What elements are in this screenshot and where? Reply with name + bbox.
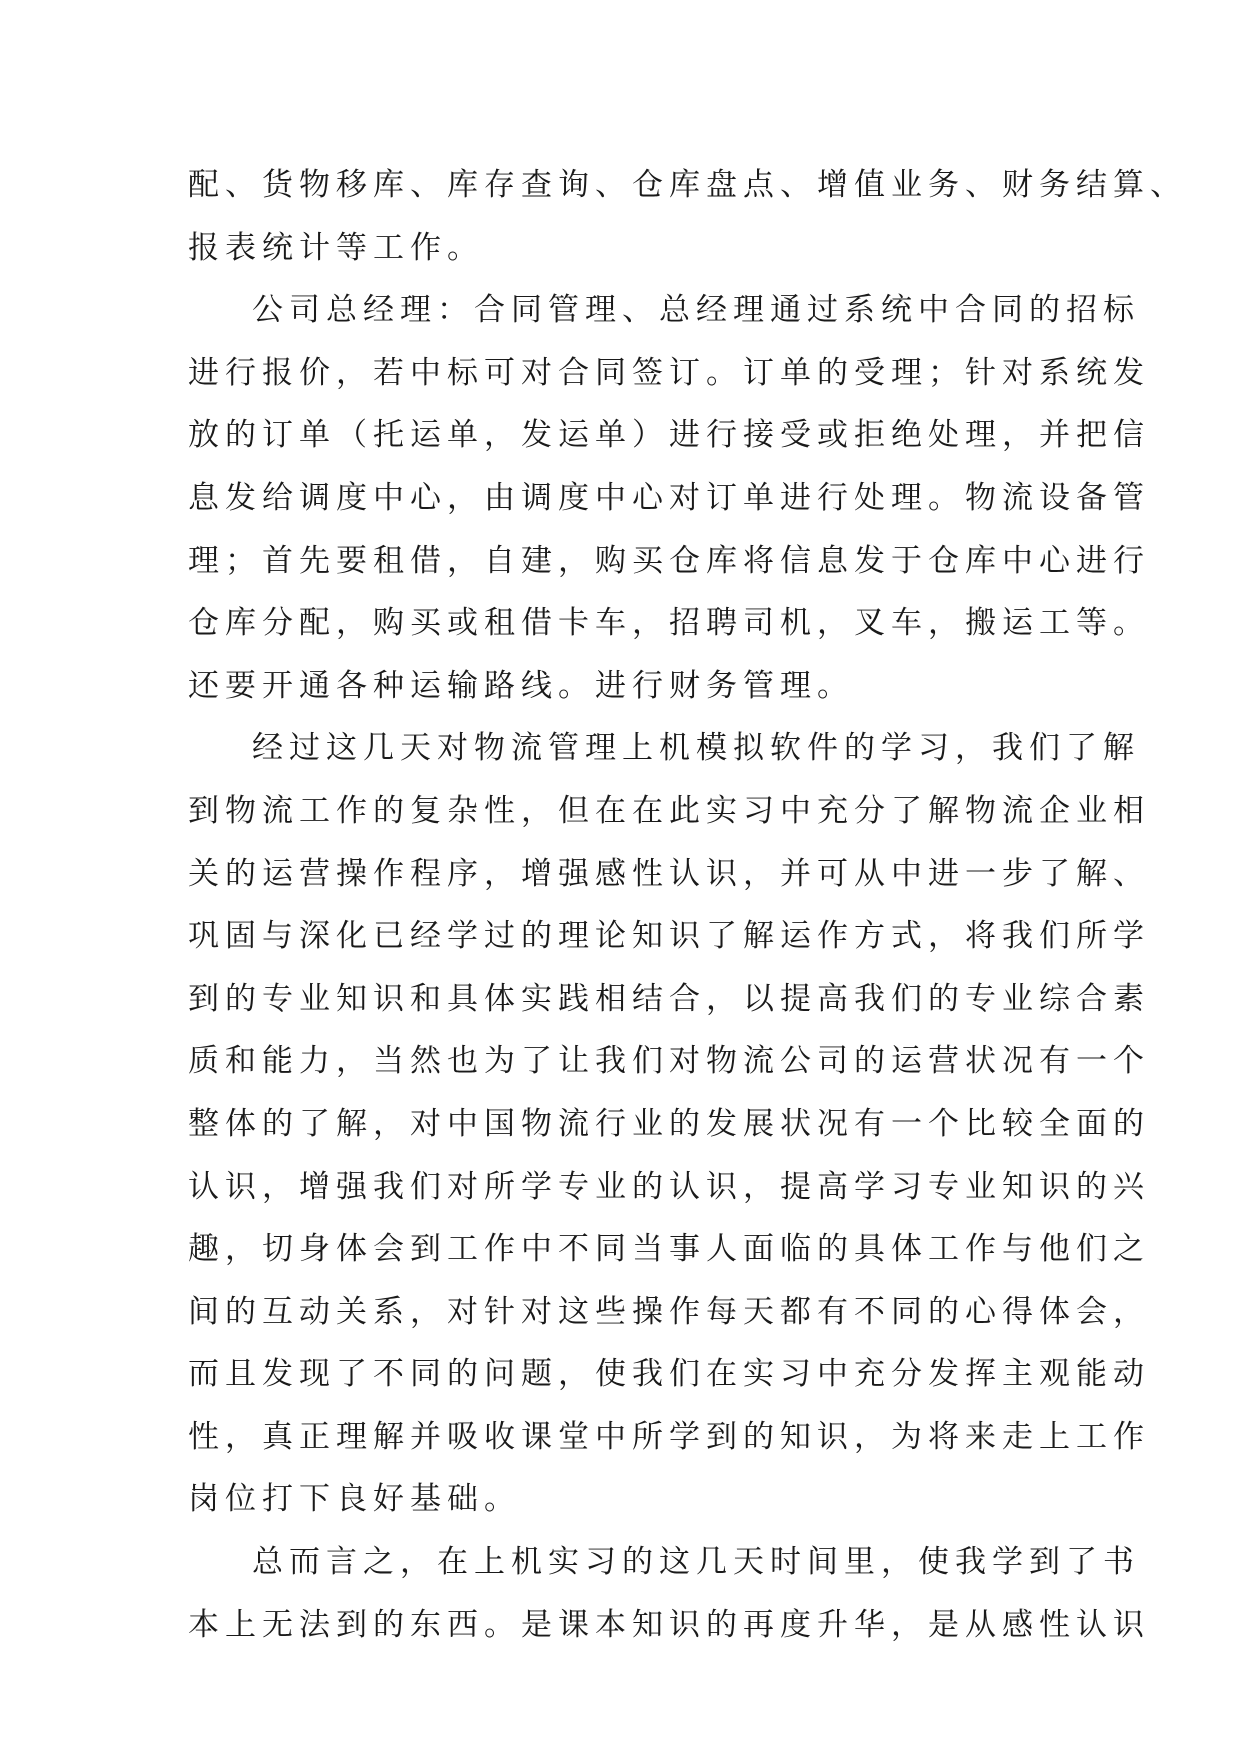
text-line: 息发给调度中心，由调度中心对订单进行处理。物流设备管	[188, 479, 1150, 516]
text-line: 还要开通各种运输路线。进行财务管理。	[188, 667, 854, 704]
text-line: 本上无法到的东西。是课本知识的再度升华，是从感性认识	[188, 1606, 1150, 1643]
text-line: 关的运营操作程序，增强感性认识，并可从中进一步了解、	[188, 855, 1150, 892]
text-line: 放的订单（托运单，发运单）进行接受或拒绝处理，并把信	[188, 417, 1150, 454]
text-line: 而且发现了不同的问题，使我们在实习中充分发挥主观能动	[188, 1356, 1150, 1393]
text-line: 进行报价，若中标可对合同签订。订单的受理；针对系统发	[188, 354, 1150, 391]
text-line: 理；首先要租借，自建，购买仓库将信息发于仓库中心进行	[188, 542, 1150, 579]
paragraph-start-line: 经过这几天对物流管理上机模拟软件的学习，我们了解	[252, 730, 1140, 767]
paragraph-start-line: 公司总经理：合同管理、总经理通过系统中合同的招标	[252, 292, 1140, 329]
text-line: 质和能力，当然也为了让我们对物流公司的运营状况有一个	[188, 1043, 1150, 1080]
text-line: 巩固与深化已经学过的理论知识了解运作方式，将我们所学	[188, 918, 1150, 955]
text-line: 到物流工作的复杂性，但在在此实习中充分了解物流企业相	[188, 792, 1150, 829]
paragraph-start-line: 总而言之，在上机实习的这几天时间里，使我学到了书	[252, 1544, 1140, 1581]
text-line: 岗位打下良好基础。	[188, 1481, 521, 1518]
text-line: 配、货物移库、库存查询、仓库盘点、增值业务、财务结算、	[188, 167, 1187, 203]
text-line: 到的专业知识和具体实践相结合，以提高我们的专业综合素	[188, 980, 1150, 1017]
text-line: 性，真正理解并吸收课堂中所学到的知识，为将来走上工作	[188, 1418, 1150, 1455]
body-text	[188, 154, 1187, 1656]
text-line: 仓库分配，购买或租借卡车，招聘司机，叉车，搬运工等。	[188, 605, 1150, 642]
text-line: 整体的了解，对中国物流行业的发展状况有一个比较全面的	[188, 1105, 1150, 1142]
text-line: 趣，切身体会到工作中不同当事人面临的具体工作与他们之	[188, 1231, 1150, 1268]
text-line: 报表统计等工作。	[188, 229, 484, 266]
text-line: 认识，增强我们对所学专业的认识，提高学习专业知识的兴	[188, 1168, 1150, 1205]
text-line: 间的互动关系，对针对这些操作每天都有不同的心得体会，	[188, 1293, 1150, 1330]
